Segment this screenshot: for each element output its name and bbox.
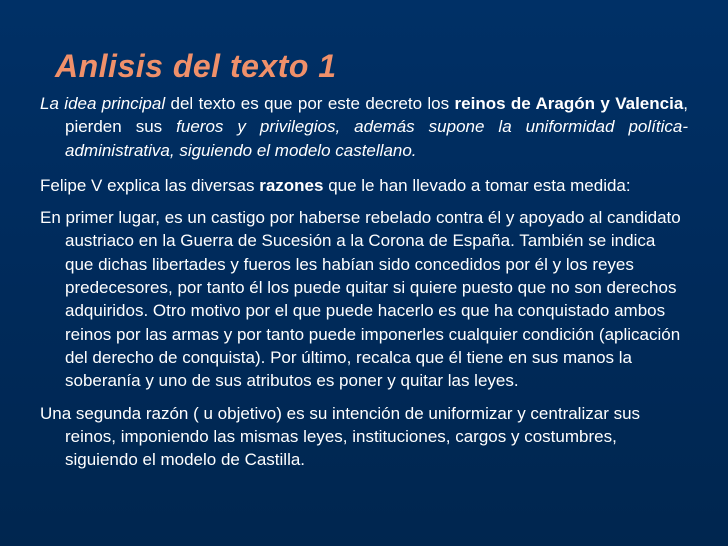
- slide-body: [40, 92, 688, 480]
- paragraph-main-idea: [40, 92, 688, 162]
- paragraph-second-reason: Una segunda razón ( u objetivo) es su intención de uniformizar y centralizar sus reinos, imponiendo las mismas leyes, instituciones, cargos y costumbres, siguiendo el modelo de Castilla.: [40, 403, 641, 470]
- main-idea-kingdoms: reinos de Aragón y Valencia: [454, 94, 684, 113]
- slide-title: Anlisis del texto 1: [55, 48, 337, 84]
- main-idea-label: La idea principal: [40, 94, 166, 113]
- reasons-intro-text-2: que le han llevado a tomar esta medida:: [323, 175, 631, 195]
- reasons-intro-text-1: Felipe V explica las diversas: [40, 175, 260, 195]
- paragraph-reasons-intro: [40, 174, 688, 197]
- paragraph-first-reason: En primer lugar, es un castigo por haberse rebelado contra él y apoyado al candidato austriaco en la Guerra de Sucesión a la Corona de España. También se indica que dichas libertades y fueros les habían sido concedidos por él y los reyes predecesores, por tanto él los puede quitar si quiere puesto que no son derechos adquiridos. Otro motivo por el que puede hacerlo es que ha conquistado ambos reinos por las armas y por tanto puede imponerles cualquier condición (aplicación del derecho de conquista). Por último, recalca que él tiene en sus manos la soberanía y uno de sus atributos es poner y quitar las leyes.: [40, 208, 681, 391]
- main-idea-fueros: fueros y privilegios, además supone la uniformidad política-administrativa, siguiendo el modelo castellano.: [65, 117, 688, 160]
- reasons-keyword: razones: [259, 175, 324, 195]
- main-idea-text-2: , pierden sus: [65, 94, 689, 137]
- main-idea-text-1: del texto es que por este decreto los: [165, 94, 455, 113]
